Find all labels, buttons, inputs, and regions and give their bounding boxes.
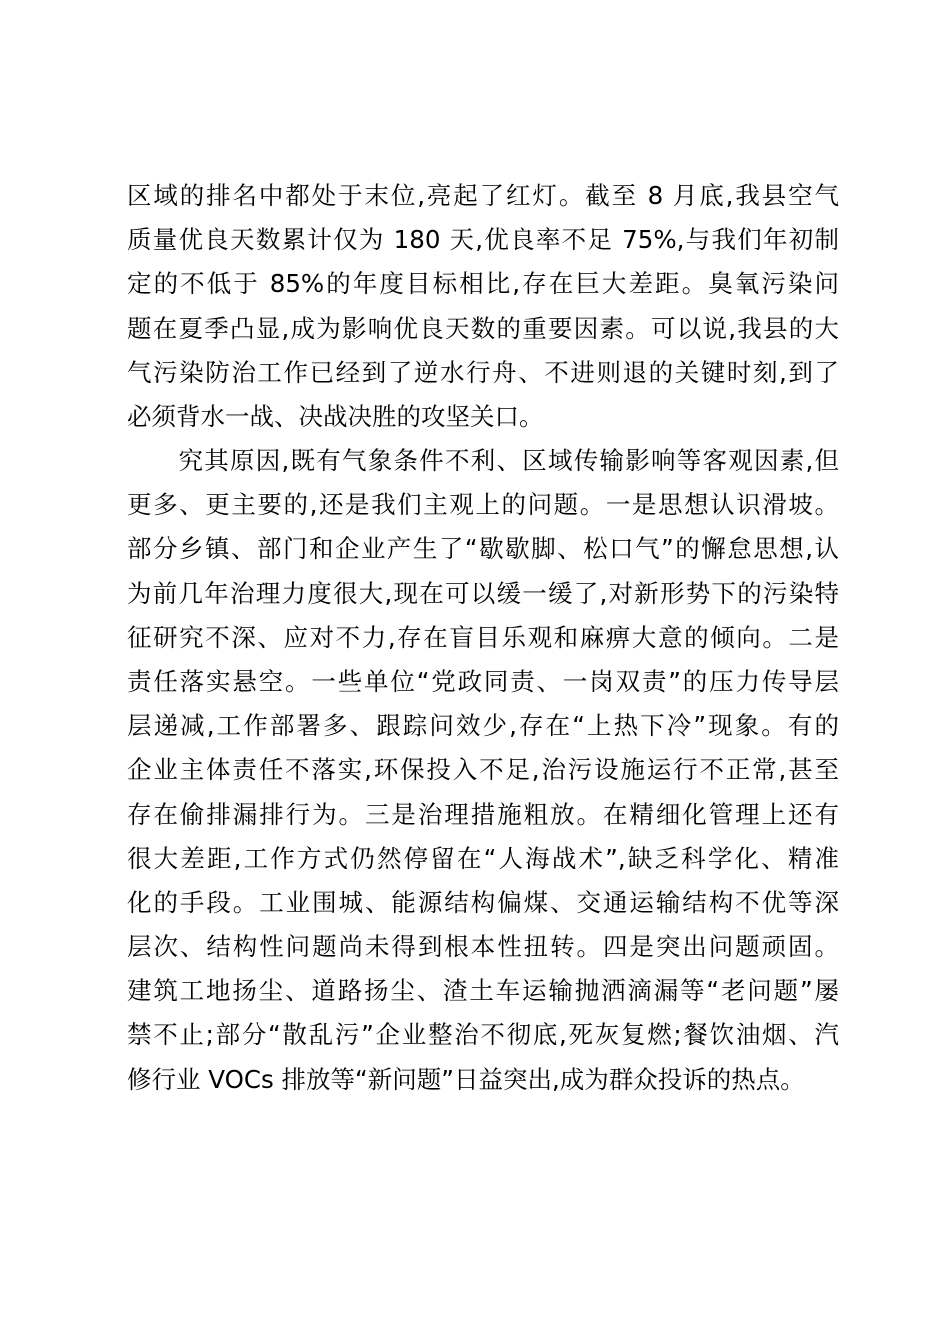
text-line: 存在偷排漏排行为。三是治理措施粗放。在精细化管理上还有 xyxy=(127,799,839,829)
text-line: 更多、更主要的,还是我们主观上的问题。一是思想认识滑坡。 xyxy=(127,490,839,520)
text-line: 层次、结构性问题尚未得到根本性扭转。四是突出问题顽固。 xyxy=(127,932,839,962)
text-line: 建筑工地扬尘、道路扬尘、渣土车运输抛洒滴漏等“老问题”屡 xyxy=(127,976,839,1006)
text-line: 为前几年治理力度很大,现在可以缓一缓了,对新形势下的污染特 xyxy=(127,578,839,608)
paragraph-root-causes xyxy=(127,439,839,1102)
text-line: 题在夏季凸显,成为影响优良天数的重要因素。可以说,我县的大 xyxy=(127,313,839,343)
text-line: 区域的排名中都处于末位,亮起了红灯。截至 8 月底,我县空气 xyxy=(127,181,839,210)
text-line: 禁不止;部分“散乱污”企业整治不彻底,死灰复燃;餐饮油烟、汽 xyxy=(127,1020,839,1050)
text-line: 修行业 VOCs 排放等“新问题”日益突出,成为群众投诉的热点。 xyxy=(127,1064,805,1094)
text-line: 化的手段。工业围城、能源结构偏煤、交通运输结构不优等深 xyxy=(127,887,839,917)
text-line: 很大差距,工作方式仍然停留在“人海战术”,缺乏科学化、精准 xyxy=(127,843,839,873)
text-line: 气污染防治工作已经到了逆水行舟、不进则退的关键时刻,到了 xyxy=(127,357,839,387)
text-line: 部分乡镇、部门和企业产生了“歇歇脚、松口气”的懈怠思想,认 xyxy=(127,534,839,564)
text-line: 必须背水一战、决战决胜的攻坚关口。 xyxy=(127,401,544,431)
text-line: 究其原因,既有气象条件不利、区域传输影响等客观因素,但 xyxy=(127,446,839,475)
text-line: 企业主体责任不落实,环保投入不足,治污设施运行不正常,甚至 xyxy=(127,755,839,785)
text-line: 质量优良天数累计仅为 180 天,优良率不足 75%,与我们年初制 xyxy=(127,225,839,255)
paragraph-air-quality-status xyxy=(127,174,839,439)
text-line: 层递减,工作部署多、跟踪问效少,存在“上热下冷”现象。有的 xyxy=(127,711,839,741)
text-line: 责任落实悬空。一些单位“党政同责、一岗双责”的压力传导层 xyxy=(127,666,839,696)
text-line: 征研究不深、应对不力,存在盲目乐观和麻痹大意的倾向。二是 xyxy=(127,622,839,652)
text-line: 定的不低于 85%的年度目标相比,存在巨大差距。臭氧污染问 xyxy=(127,269,839,299)
